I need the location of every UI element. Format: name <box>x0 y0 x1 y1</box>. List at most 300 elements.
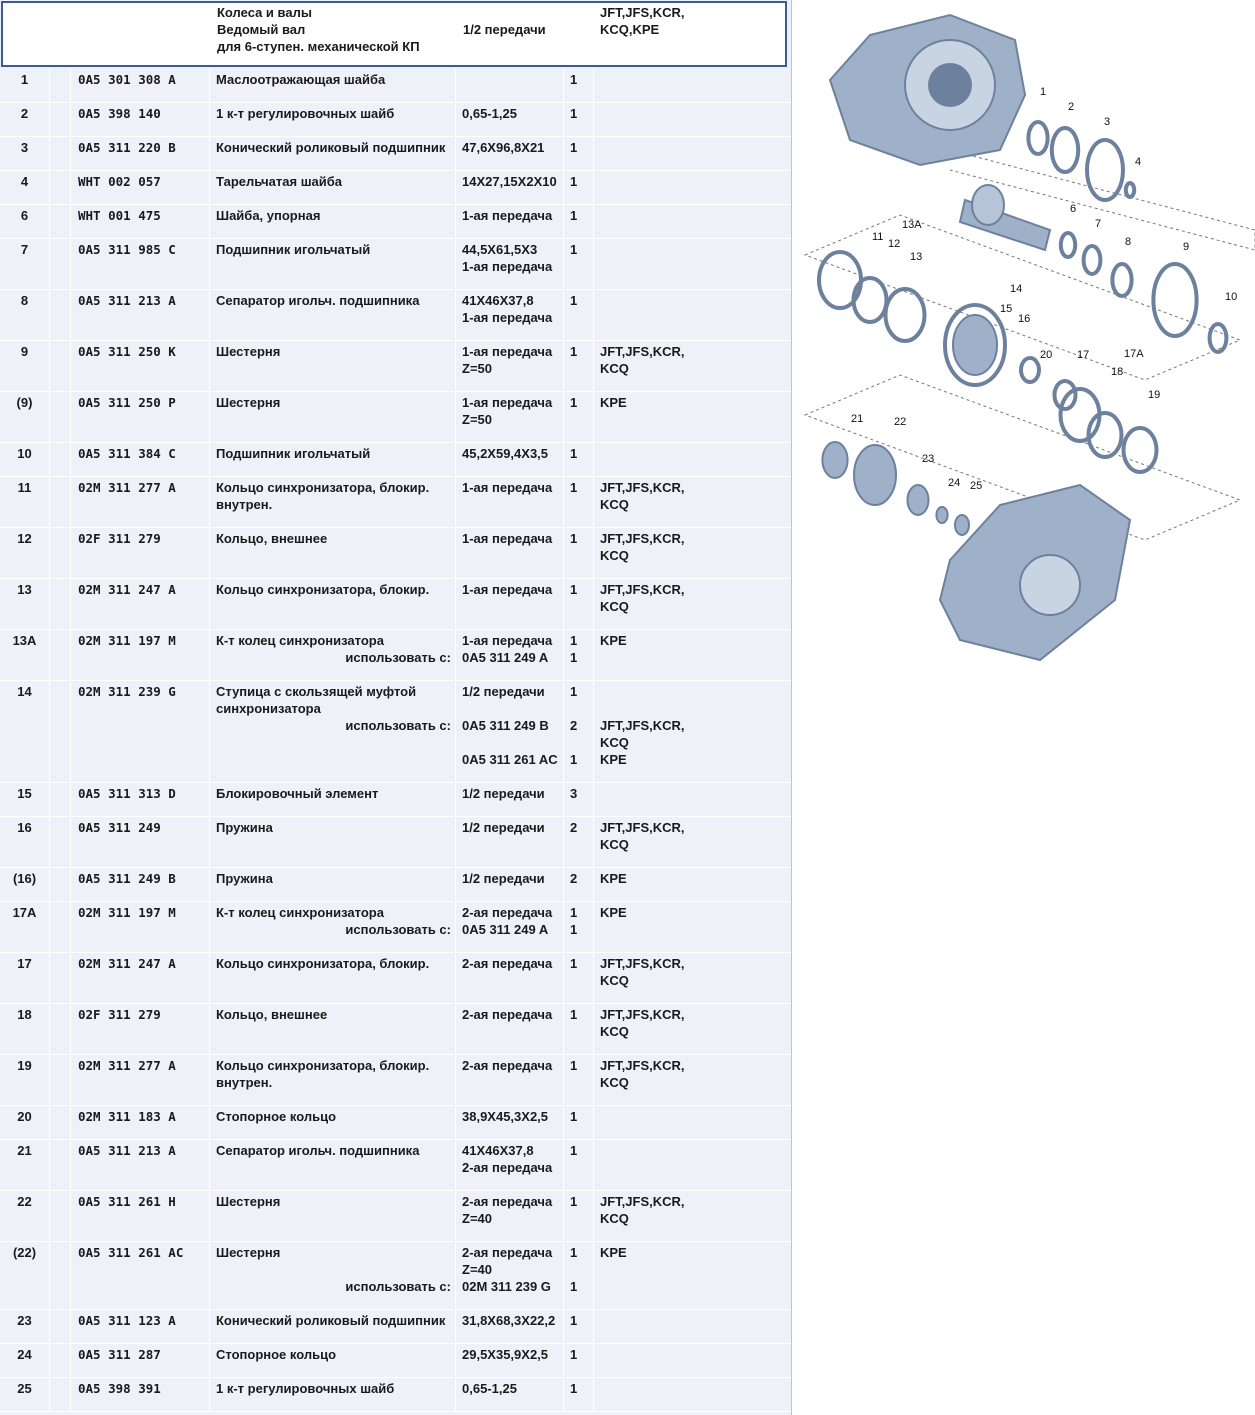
model-codes-line <box>600 105 791 122</box>
gear-ring <box>1153 264 1196 336</box>
part-description <box>210 630 456 680</box>
model-codes <box>594 681 791 782</box>
part-spec-line: 29,5X35,9X2,5 <box>462 1347 549 1362</box>
row-position: 13 <box>0 579 50 629</box>
part-description <box>210 1344 456 1377</box>
part-spec-line: 0A5 311 249 A <box>462 650 549 665</box>
row-position: 17 <box>0 953 50 1003</box>
model-codes-line <box>600 785 791 802</box>
model-codes <box>594 579 791 629</box>
part-number: 02M 311 197 M <box>71 902 210 952</box>
row-spacer <box>50 392 71 442</box>
part-quantity <box>564 103 594 136</box>
table-row[interactable] <box>0 443 791 477</box>
part-number: WHT 002 057 <box>71 171 210 204</box>
synchro-ring <box>886 289 925 341</box>
part-quantity <box>564 1106 594 1139</box>
table-row[interactable] <box>0 137 791 171</box>
row-position: 3 <box>0 137 50 170</box>
model-codes-line: KPE <box>600 1245 627 1260</box>
part-spec-line: 14X27,15X2X10 <box>462 174 557 189</box>
part-quantity <box>564 1140 594 1190</box>
table-row[interactable] <box>0 69 791 103</box>
row-spacer <box>50 579 71 629</box>
part-spec-line: 0,65-1,25 <box>462 106 517 121</box>
part-spec-line: 2-ая передача <box>462 1245 553 1260</box>
model-codes-line: KPE <box>600 752 627 767</box>
exploded-parts-diagram <box>800 0 1255 680</box>
model-codes <box>594 528 791 578</box>
row-position: 22 <box>0 1191 50 1241</box>
part-number: 02M 311 197 M <box>71 630 210 680</box>
model-codes <box>594 392 791 442</box>
part-spec-line: Z=40 <box>462 1211 492 1226</box>
callout-label: 24 <box>948 477 961 489</box>
row-position: 4 <box>0 171 50 204</box>
model-codes-line <box>600 292 791 309</box>
part-spec-line: 1-ая передача <box>462 310 553 325</box>
part-description-line: Конический роликовый подшипник <box>216 1313 446 1328</box>
part-quantity <box>564 290 594 340</box>
part-quantity-line: 2 <box>570 871 578 886</box>
row-position: 7 <box>0 239 50 289</box>
model-codes-line: KPE <box>600 395 627 410</box>
part-spec-line: 2-ая передача <box>462 1194 553 1209</box>
part-number: 0A5 311 213 A <box>71 1140 210 1190</box>
part-quantity-line: 1 <box>570 752 578 767</box>
part-description-line: 1 к-т регулировочных шайб <box>216 106 395 121</box>
part-spec-line: 02M 311 239 G <box>462 1279 551 1294</box>
part-number: 02M 311 239 G <box>71 681 210 782</box>
model-codes <box>594 902 791 952</box>
part-spec-line: 1/2 передачи <box>462 786 545 801</box>
part-description-line: Кольцо, внешнее <box>216 1007 328 1022</box>
shaft-gear <box>972 185 1004 225</box>
table-row[interactable] <box>0 579 791 630</box>
table-row[interactable] <box>0 171 791 205</box>
part-description-line: использовать с: <box>345 922 451 937</box>
row-spacer <box>50 1106 71 1139</box>
model-codes <box>594 290 791 340</box>
part-description-line: Ступица с скользящей муфтой <box>216 684 417 699</box>
table-row[interactable] <box>0 902 791 953</box>
part-quantity <box>564 630 594 680</box>
part-spec <box>456 205 564 238</box>
callout-label: 4 <box>1135 156 1142 168</box>
part-number: 0A5 311 249 <box>71 817 210 867</box>
part-number: 0A5 311 213 A <box>71 290 210 340</box>
synchro-ring <box>854 278 887 322</box>
part-quantity-line: 1 <box>570 1194 578 1209</box>
part-spec-line: 1-ая передача <box>462 344 553 359</box>
model-codes-line: JFT,JFS,KCR, <box>600 956 685 971</box>
part-number: 0A5 311 261 H <box>71 1191 210 1241</box>
model-codes-line: KCQ <box>600 497 629 512</box>
model-codes <box>594 341 791 391</box>
callout-label: 8 <box>1125 236 1132 248</box>
row-spacer <box>50 681 71 782</box>
part-quantity-line: 2 <box>570 718 578 733</box>
table-row[interactable] <box>0 1242 791 1310</box>
table-row[interactable] <box>0 1310 791 1344</box>
part-spec-line: 0A5 311 249 B <box>462 718 549 733</box>
model-codes-line <box>600 1380 791 1397</box>
model-codes-line <box>600 71 791 88</box>
row-spacer <box>50 1344 71 1377</box>
callout-label: 19 <box>1148 389 1161 401</box>
part-quantity <box>564 783 594 816</box>
synchro-ring <box>1021 358 1039 382</box>
part-quantity <box>564 868 594 901</box>
part-spec-line: 1-ая передача <box>462 633 553 648</box>
part-description-line: Кольцо синхронизатора, блокир. <box>216 582 430 597</box>
model-codes <box>594 1378 791 1411</box>
table-row[interactable] <box>0 239 791 290</box>
part-spec-line: 2-ая передача <box>462 905 553 920</box>
part-description <box>210 239 456 289</box>
model-codes-line: JFT,JFS,KCR, <box>600 531 685 546</box>
part-quantity <box>564 681 594 782</box>
part-quantity-line: 1 <box>570 1245 578 1260</box>
table-row[interactable] <box>0 1378 791 1412</box>
part-quantity <box>564 1004 594 1054</box>
gear-ring <box>1126 183 1134 197</box>
part-quantity <box>564 528 594 578</box>
part-description-line: Шестерня <box>216 1194 281 1209</box>
part-spec-line: 45,2X59,4X3,5 <box>462 446 549 461</box>
part-quantity-line: 1 <box>570 1347 578 1362</box>
part-spec <box>456 1106 564 1139</box>
model-codes <box>594 1344 791 1377</box>
part-spec <box>456 443 564 476</box>
part-spec <box>456 1140 564 1190</box>
part-description <box>210 1378 456 1411</box>
part-description-line: Конический роликовый подшипник <box>216 140 446 155</box>
part-quantity-line: 1 <box>570 293 578 308</box>
part-spec-line: 2-ая передача <box>462 1058 553 1073</box>
part-description-line: К-т колец синхронизатора <box>216 905 384 920</box>
row-position: 21 <box>0 1140 50 1190</box>
table-header <box>1 1 787 67</box>
gear-ring <box>1061 233 1075 257</box>
part-spec-line: 1-ая передача <box>462 582 553 597</box>
part-spec <box>456 341 564 391</box>
row-position: 24 <box>0 1344 50 1377</box>
row-spacer <box>50 783 71 816</box>
gear-ring <box>1087 140 1123 200</box>
gear-ring <box>1084 246 1101 274</box>
part-number: 02M 311 247 A <box>71 953 210 1003</box>
part-spec-line <box>462 700 563 717</box>
part-spec-line: 41X46X37,8 <box>462 293 534 308</box>
table-row[interactable] <box>0 290 791 341</box>
model-codes <box>594 239 791 289</box>
synchro-hub <box>953 315 997 375</box>
part-spec-line: 1-ая передача <box>462 259 553 274</box>
part-spec-line <box>462 734 563 751</box>
model-codes-line <box>600 1312 791 1329</box>
part-quantity-line: 1 <box>570 395 578 410</box>
row-spacer <box>50 1378 71 1411</box>
part-description <box>210 103 456 136</box>
part-description-line: Тарельчатая шайба <box>216 174 343 189</box>
part-description <box>210 817 456 867</box>
part-description-line: использовать с: <box>345 650 451 665</box>
model-codes-line: JFT,JFS,KCR, <box>600 582 685 597</box>
table-row[interactable] <box>0 630 791 681</box>
part-quantity <box>564 579 594 629</box>
part-description <box>210 69 456 102</box>
model-codes-line <box>600 1346 791 1363</box>
callout-label: 22 <box>894 416 907 428</box>
row-spacer <box>50 1191 71 1241</box>
part-quantity-line <box>570 1261 593 1278</box>
row-spacer <box>50 137 71 170</box>
model-codes-line <box>600 1108 791 1125</box>
part-description-line: Подшипник игольчатый <box>216 242 371 257</box>
part-quantity <box>564 205 594 238</box>
part-description <box>210 868 456 901</box>
part-number: 0A5 398 391 <box>71 1378 210 1411</box>
part-description <box>210 681 456 782</box>
part-description <box>210 528 456 578</box>
part-quantity <box>564 341 594 391</box>
header-gear: 1/2 передачи <box>463 22 546 37</box>
part-description <box>210 1004 456 1054</box>
part-number: 0A5 311 249 B <box>71 868 210 901</box>
row-position: 25 <box>0 1378 50 1411</box>
part-number: 0A5 311 261 AC <box>71 1242 210 1309</box>
model-codes <box>594 477 791 527</box>
row-position: 9 <box>0 341 50 391</box>
part-number: 02M 311 277 A <box>71 1055 210 1105</box>
table-row[interactable] <box>0 1055 791 1106</box>
part-quantity <box>564 1191 594 1241</box>
row-spacer <box>50 205 71 238</box>
table-row[interactable] <box>0 1344 791 1378</box>
table-row[interactable] <box>0 1191 791 1242</box>
housing-bottom-bore <box>1020 555 1080 615</box>
part-spec-line: 1-ая передача <box>462 480 553 495</box>
part-quantity-line: 1 <box>570 344 578 359</box>
part-quantity-line: 1 <box>570 242 578 257</box>
part-spec-line <box>462 71 563 88</box>
part-quantity-line: 1 <box>570 922 578 937</box>
table-row[interactable] <box>0 783 791 817</box>
lower-gear <box>822 442 847 478</box>
model-codes-line: KCQ <box>600 1075 629 1090</box>
part-spec-line: 0,65-1,25 <box>462 1381 517 1396</box>
part-quantity-line: 1 <box>570 1058 578 1073</box>
part-number: 0A5 311 250 K <box>71 341 210 391</box>
part-description-line: Шестерня <box>216 1245 281 1260</box>
model-codes-line <box>600 683 791 700</box>
row-spacer <box>50 103 71 136</box>
model-codes-line: KPE <box>600 633 627 648</box>
model-codes <box>594 953 791 1003</box>
part-spec-line: 2-ая передача <box>462 956 553 971</box>
part-description-line: 1 к-т регулировочных шайб <box>216 1381 395 1396</box>
row-spacer <box>50 902 71 952</box>
part-number: 02M 311 183 A <box>71 1106 210 1139</box>
callout-label: 15 <box>1000 303 1013 315</box>
part-description <box>210 477 456 527</box>
part-quantity-line: 1 <box>570 140 578 155</box>
table-row[interactable] <box>0 868 791 902</box>
row-position: 14 <box>0 681 50 782</box>
model-codes-line <box>600 139 791 156</box>
model-codes <box>594 1140 791 1190</box>
table-row[interactable] <box>0 1106 791 1140</box>
row-spacer <box>50 953 71 1003</box>
part-spec <box>456 1055 564 1105</box>
part-description-line: Кольцо синхронизатора, блокир. <box>216 1058 430 1073</box>
part-description-line: Сепаратор игольч. подшипника <box>216 1143 420 1158</box>
table-row[interactable] <box>0 205 791 239</box>
part-spec-line: 31,8X68,3X22,2 <box>462 1313 556 1328</box>
model-codes-line: KCQ <box>600 973 629 988</box>
part-spec-line: 1/2 передачи <box>462 684 545 699</box>
model-codes-line <box>600 1142 791 1159</box>
table-row[interactable] <box>0 341 791 392</box>
callout-label: 1 <box>1040 86 1047 98</box>
part-spec-line: 1-ая передача <box>462 531 553 546</box>
part-spec-line: 1/2 передачи <box>462 820 545 835</box>
model-codes <box>594 137 791 170</box>
part-description <box>210 953 456 1003</box>
row-spacer <box>50 477 71 527</box>
part-quantity <box>564 392 594 442</box>
callout-label: 10 <box>1225 291 1238 303</box>
table-row[interactable] <box>0 953 791 1004</box>
part-spec-line: 2-ая передача <box>462 1007 553 1022</box>
part-spec <box>456 171 564 204</box>
part-spec <box>456 528 564 578</box>
row-position: (22) <box>0 1242 50 1309</box>
model-codes <box>594 1004 791 1054</box>
part-description <box>210 579 456 629</box>
lower-gear <box>936 507 947 523</box>
callout-label: 17A <box>1124 348 1144 360</box>
table-row[interactable] <box>0 103 791 137</box>
part-quantity-line: 1 <box>570 446 578 461</box>
part-description <box>210 902 456 952</box>
part-description <box>210 205 456 238</box>
part-number: 0A5 311 123 A <box>71 1310 210 1343</box>
part-spec <box>456 1191 564 1241</box>
model-codes-line: KCQ <box>600 837 629 852</box>
row-spacer <box>50 1310 71 1343</box>
part-spec <box>456 817 564 867</box>
callout-label: 12 <box>888 238 901 250</box>
part-description <box>210 137 456 170</box>
part-description-line: Кольцо синхронизатора, блокир. <box>216 480 430 495</box>
part-spec <box>456 477 564 527</box>
part-spec <box>456 239 564 289</box>
part-quantity-line: 3 <box>570 786 578 801</box>
part-description-line: Пружина <box>216 871 273 886</box>
part-spec-line: 2-ая передача <box>462 1160 553 1175</box>
part-spec-line: 38,9X45,3X2,5 <box>462 1109 549 1124</box>
table-row[interactable] <box>0 1004 791 1055</box>
part-quantity-line: 1 <box>570 1007 578 1022</box>
part-spec <box>456 1004 564 1054</box>
synchro-ring <box>1061 389 1100 441</box>
part-spec <box>456 290 564 340</box>
part-number: 0A5 311 313 D <box>71 783 210 816</box>
model-codes <box>594 817 791 867</box>
row-spacer <box>50 239 71 289</box>
callout-label: 3 <box>1104 116 1111 128</box>
part-description <box>210 783 456 816</box>
model-codes <box>594 205 791 238</box>
callout-label: 13A <box>902 219 922 231</box>
model-codes-line: KCQ <box>600 735 629 750</box>
part-spec <box>456 103 564 136</box>
part-description-line: Подшипник игольчатый <box>216 446 371 461</box>
part-spec <box>456 630 564 680</box>
part-description-line: Пружина <box>216 820 273 835</box>
table-row[interactable] <box>0 528 791 579</box>
row-position: 8 <box>0 290 50 340</box>
part-quantity <box>564 1344 594 1377</box>
part-quantity <box>564 477 594 527</box>
part-description-line: использовать с: <box>345 718 451 733</box>
callout-label: 11 <box>872 231 884 243</box>
part-description-line: Шестерня <box>216 344 281 359</box>
model-codes-line: JFT,JFS,KCR, <box>600 820 685 835</box>
model-codes-line: KPE <box>600 905 627 920</box>
part-spec <box>456 783 564 816</box>
part-quantity-line: 1 <box>570 174 578 189</box>
part-description-line: внутрен. <box>216 1075 273 1090</box>
part-description-line: Маслоотражающая шайба <box>216 72 386 87</box>
part-spec-line: Z=50 <box>462 412 492 427</box>
part-description-line: Стопорное кольцо <box>216 1109 337 1124</box>
part-quantity <box>564 817 594 867</box>
row-position: 2 <box>0 103 50 136</box>
row-spacer <box>50 69 71 102</box>
part-quantity <box>564 953 594 1003</box>
table-row[interactable] <box>0 392 791 443</box>
part-quantity-line: 1 <box>570 582 578 597</box>
model-codes <box>594 1191 791 1241</box>
part-spec <box>456 1242 564 1309</box>
table-row[interactable] <box>0 1140 791 1191</box>
model-codes-line: KCQ <box>600 361 629 376</box>
table-row[interactable] <box>0 681 791 783</box>
part-description-line: Кольцо синхронизатора, блокир. <box>216 956 430 971</box>
part-description <box>210 1191 456 1241</box>
parts-rows <box>0 69 791 1412</box>
model-codes-line: KPE <box>600 871 627 886</box>
part-quantity-line: 1 <box>570 208 578 223</box>
model-codes <box>594 783 791 816</box>
row-spacer <box>50 341 71 391</box>
callout-label: 16 <box>1018 313 1031 325</box>
header-models: JFT,JFS,KCR, KCQ,KPE <box>600 5 685 37</box>
part-description <box>210 1140 456 1190</box>
part-description-line: Стопорное кольцо <box>216 1347 337 1362</box>
model-codes-line <box>600 700 791 717</box>
synchro-ring <box>1124 428 1157 472</box>
table-row[interactable] <box>0 477 791 528</box>
part-spec-line: 44,5X61,5X3 <box>462 242 538 257</box>
table-row[interactable] <box>0 817 791 868</box>
callout-label: 17 <box>1077 349 1090 361</box>
part-quantity <box>564 137 594 170</box>
part-spec-line: 1/2 передачи <box>462 871 545 886</box>
